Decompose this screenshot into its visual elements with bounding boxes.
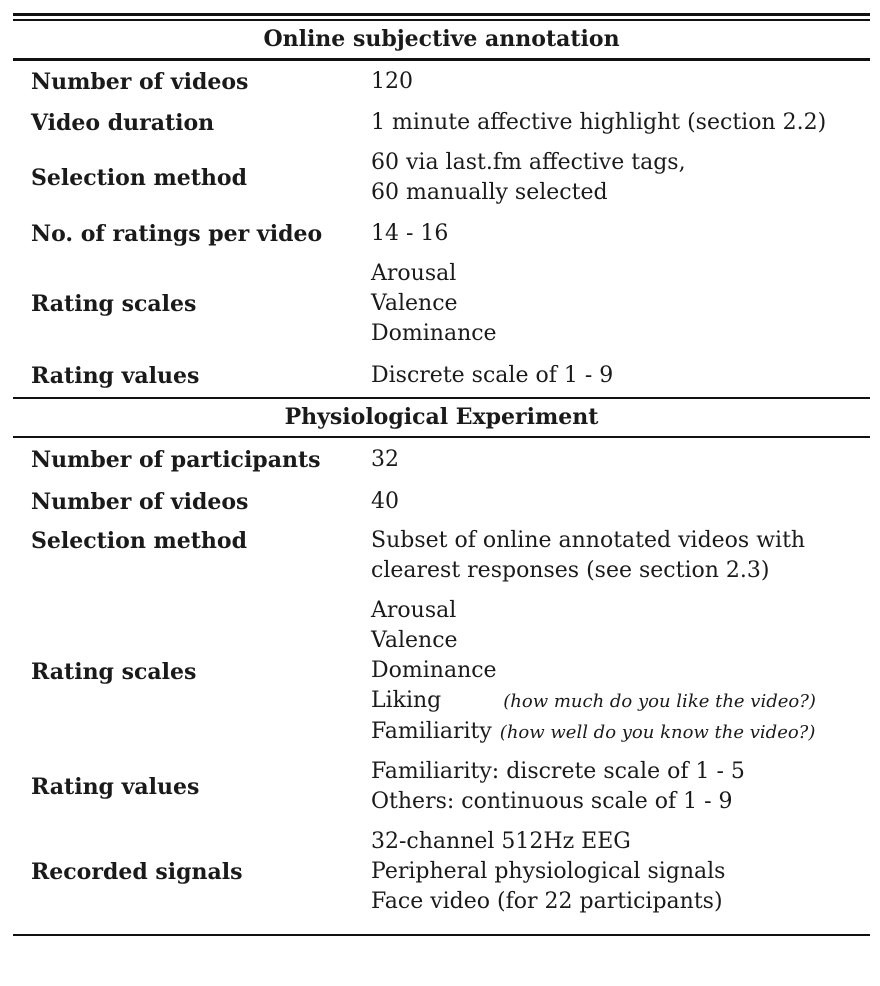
row-label: Rating values — [31, 774, 200, 800]
value-line: 32-channel 512Hz EEG — [371, 829, 631, 854]
value-line: Valence — [371, 291, 458, 316]
row-value — [353, 487, 870, 517]
row-value — [353, 67, 870, 97]
row-label: Rating scales — [31, 291, 197, 317]
value-line: Discrete scale of 1 - 9 — [371, 362, 614, 388]
value-line: Valence — [371, 628, 458, 653]
value-line: Familiarity: discrete scale of 1 - 5 — [371, 759, 745, 784]
value-line-familiarity: Familiarity (how well do you know the video?) — [371, 719, 816, 744]
row-value — [353, 445, 870, 475]
table-row — [13, 354, 870, 397]
table-row — [13, 213, 870, 254]
row-label: Number of videos — [31, 489, 249, 515]
value-line: Dominance — [371, 658, 497, 683]
value-line-liking: Liking (how much do you like the video?) — [371, 688, 816, 713]
liking-hint: (how much do you like the video?) — [503, 691, 816, 712]
top-double-rule — [13, 13, 870, 21]
value-line: Others: continuous scale of 1 - 9 — [371, 789, 733, 814]
row-label: Rating values — [31, 362, 200, 389]
row-value — [353, 526, 870, 586]
familiarity-hint: (how well do you know the video?) — [499, 722, 816, 743]
value-line: Arousal — [371, 598, 457, 623]
row-label: Video duration — [31, 109, 215, 136]
table-row — [13, 482, 870, 522]
table-row — [13, 822, 870, 922]
value-line: Dominance — [371, 321, 497, 346]
value-line: 60 via last.fm affective tags, — [371, 150, 686, 175]
row-label: Selection method — [31, 165, 247, 191]
row-label: No. of ratings per video — [31, 220, 323, 247]
table-row — [13, 438, 870, 482]
value-line: 32 — [371, 447, 399, 472]
row-value — [353, 108, 870, 138]
table-row — [13, 752, 870, 822]
bottom-rule — [13, 934, 870, 936]
section-title-online-annotation: Online subjective annotation — [263, 26, 620, 52]
row-value — [353, 596, 870, 748]
value-line: Face video (for 22 participants) — [371, 889, 723, 914]
value-line: 14 - 16 — [371, 220, 449, 246]
experiment-summary-table — [13, 13, 870, 936]
row-value — [353, 361, 870, 391]
value-line: 60 manually selected — [371, 180, 608, 205]
table-row — [13, 592, 870, 752]
row-value — [353, 259, 870, 349]
row-label: Rating scales — [31, 659, 197, 685]
row-value — [353, 757, 870, 817]
value-line: 1 minute affective highlight (section 2.2) — [371, 109, 827, 135]
section-title-physiological-experiment: Physiological Experiment — [284, 404, 599, 430]
table-row — [13, 61, 870, 102]
value-line: Subset of online annotated videos with — [371, 528, 806, 553]
table-row — [13, 102, 870, 143]
row-label: Number of participants — [31, 447, 321, 473]
value-line: Peripheral physiological signals — [371, 859, 726, 884]
row-value — [353, 219, 870, 249]
row-label: Selection method — [31, 528, 247, 554]
row-value — [353, 827, 870, 917]
value-line: 40 — [371, 489, 399, 514]
row-value — [353, 148, 870, 208]
table-row — [13, 522, 870, 592]
row-label: Number of videos — [31, 68, 249, 95]
value-line: 120 — [371, 68, 413, 94]
value-line: clearest responses (see section 2.3) — [371, 558, 770, 583]
table-row — [13, 143, 870, 213]
table-row — [13, 254, 870, 354]
value-line: Arousal — [371, 261, 457, 286]
row-label: Recorded signals — [31, 859, 243, 885]
